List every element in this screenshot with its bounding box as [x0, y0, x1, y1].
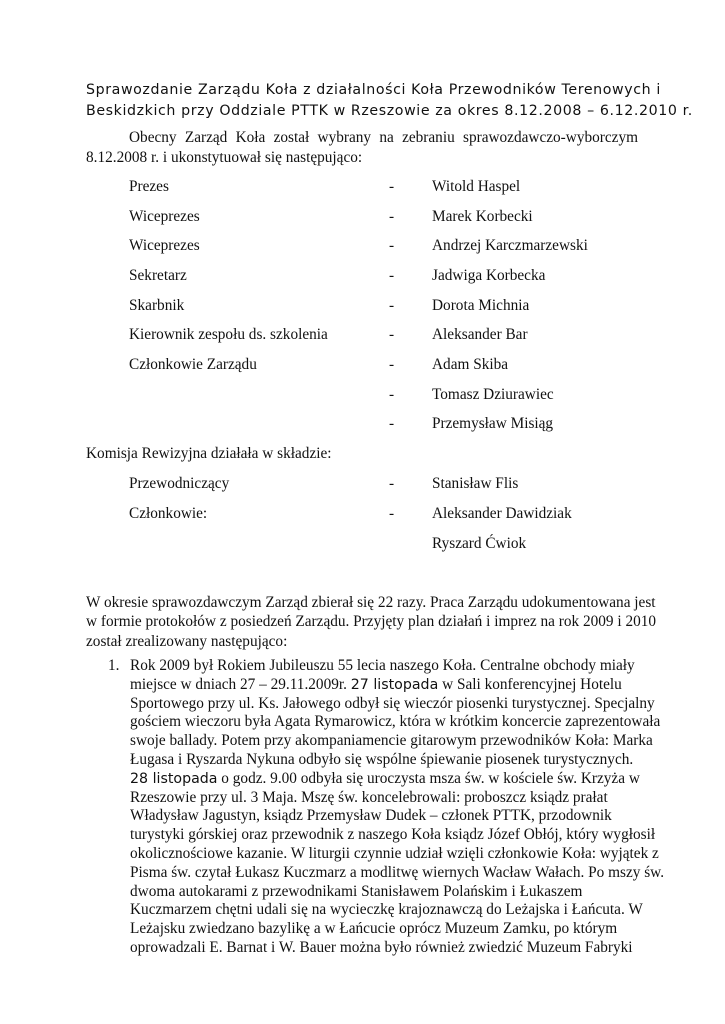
item-line-part: w Sali konferencyjnej Hotelu [438, 675, 622, 693]
komisja-role: Przewodniczący [129, 475, 230, 492]
board-role: Wiceprezes [129, 237, 200, 254]
list-item-text [130, 657, 665, 958]
date-highlight: 28 listopada [130, 770, 218, 787]
board-name: Jadwiga Korbecka [432, 267, 546, 284]
item-line: dwoma autokarami z przewodnikami Stanisławem Polańskim i Łukaszem [130, 882, 583, 900]
board-dash: - [389, 415, 395, 432]
board-row [0, 356, 725, 376]
komisja-name: Aleksander Dawidziak [432, 505, 572, 522]
summary-line-1: W okresie sprawozdawczym Zarząd zbierał się 22 razy. Praca Zarządu udokumentowana jest [86, 594, 656, 611]
intro-line-2: 8.12.2008 r. i ukonstytuował się następująco: [86, 149, 363, 166]
board-dash: - [389, 386, 395, 403]
board-row [0, 415, 725, 435]
item-line: turystyki górskiej oraz przewodnik z naszego Koła ksiądz Józef Obłój, który wygłosił [130, 826, 656, 844]
date-highlight: 27 listopada [350, 676, 439, 693]
board-dash: - [389, 297, 395, 314]
komisja-heading: Komisja Rewizyjna działała w składzie: [86, 445, 332, 462]
item-line: oprowadzali E. Barnat i W. Bauer można było również zwiedzić Muzeum Fabryki [130, 938, 633, 956]
board-row [0, 237, 725, 257]
board-name: Witold Haspel [432, 178, 521, 195]
board-role: Skarbnik [129, 297, 185, 314]
board-dash: - [389, 326, 395, 343]
item-line: Kuczmarzem chętni udali się na wycieczkę krajoznawczą do Leżajska i Łańcuta. W [130, 901, 643, 919]
board-name: Marek Korbecki [432, 208, 533, 225]
item-line: Pisma św. czytał Łukasz Kuczmarz a modlitwę wiernych Wacław Wałach. Po mszy św. [130, 863, 665, 881]
summary-line-2: w formie protokołów z posiedzeń Zarządu. Przyjęty plan działań i imprez na rok 2009 i 2010 [86, 613, 657, 631]
board-row [0, 208, 725, 228]
komisja-row [0, 505, 725, 525]
komisja-row [0, 535, 725, 555]
summary-paragraph [86, 593, 657, 651]
item-line-part: o godz. 9.00 odbyła się uroczysta msza św. w kościele św. Krzyża w [217, 769, 640, 787]
board-dash: - [389, 356, 395, 373]
board-row [0, 297, 725, 317]
item-line: okolicznościowe kazanie. W liturgii czynnie udział wzięli członkowie Koła: wyjątek z [130, 844, 659, 862]
title-line-2: Beskidzkich przy Oddziale PTTK w Rzeszowie za okres 8.12.2008 – 6.12.2010 r. [86, 103, 693, 119]
board-row [0, 267, 725, 287]
item-line: Rok 2009 był Rokiem Jubileuszu 55 lecia naszego Koła. Centralne obchody miały [130, 657, 635, 674]
board-dash: - [389, 208, 395, 225]
item-line-part: miejsce w dniach 27 – 29.11.2009r. [130, 675, 351, 693]
intro-line-1: Obecny Zarząd Koła został wybrany na zebraniu sprawozdawczo-wyborczym [129, 129, 638, 146]
board-role: Prezes [129, 178, 169, 195]
board-row [0, 386, 725, 406]
komisja-dash: - [389, 505, 395, 522]
item-line: gościem wieczoru była Agata Rymarowicz, która w krótkim koncercie zaprezentowała [130, 713, 661, 731]
board-row [0, 178, 725, 198]
list-number: 1. [108, 657, 120, 674]
report-title [86, 80, 693, 122]
board-role: Członkowie Zarządu [129, 356, 257, 373]
item-line [130, 676, 650, 695]
board-name: Tomasz Dziurawiec [432, 386, 554, 403]
board-name: Dorota Michnia [432, 297, 530, 314]
board-name: Andrzej Karczmarzewski [432, 237, 588, 254]
komisja-dash: - [389, 475, 395, 492]
summary-line-3: został zrealizowany następująco: [86, 632, 288, 650]
komisja-name: Ryszard Ćwiok [432, 535, 527, 552]
board-dash: - [389, 237, 395, 254]
komisja-row [0, 475, 725, 495]
item-line: swoje ballady. Potem przy akompaniamencie gitarowym przewodników Koła: Marka [130, 732, 653, 750]
item-line: Rzeszowie przy ul. 3 Maja. Mszę św. koncelebrowali: proboszcz ksiądz prałat [130, 788, 608, 806]
item-line: Leżajsku zwiedzano bazylikę a w Łańcucie oprócz Muzeum Zamku, po którym [130, 920, 618, 938]
komisja-name: Stanisław Flis [432, 475, 519, 492]
board-name: Przemysław Misiąg [432, 415, 554, 432]
item-line: Ługasa i Ryszarda Nykuna odbyło się wspólne śpiewanie piosenek turystycznych. [130, 750, 634, 768]
item-line: Sportowego przy ul. Ks. Jałowego odbył się wieczór piosenki turystycznej. Specjalny [130, 694, 655, 712]
board-role: Kierownik zespołu ds. szkolenia [129, 326, 328, 343]
board-name: Aleksander Bar [432, 326, 528, 343]
item-line [130, 770, 650, 789]
board-dash: - [389, 267, 395, 284]
board-name: Adam Skiba [432, 356, 509, 373]
title-line-1: Sprawozdanie Zarządu Koła z działalności Koła Przewodników Terenowych i [86, 82, 661, 98]
item-line: Władysław Jagustyn, ksiądz Przemysław Dudek – członek PTTK, przodownik [130, 807, 612, 825]
intro-paragraph [86, 128, 638, 168]
board-role: Wiceprezes [129, 208, 200, 225]
board-dash: - [389, 178, 395, 195]
komisja-role: Członkowie: [129, 505, 208, 522]
board-row [0, 326, 725, 346]
board-role: Sekretarz [129, 267, 187, 284]
